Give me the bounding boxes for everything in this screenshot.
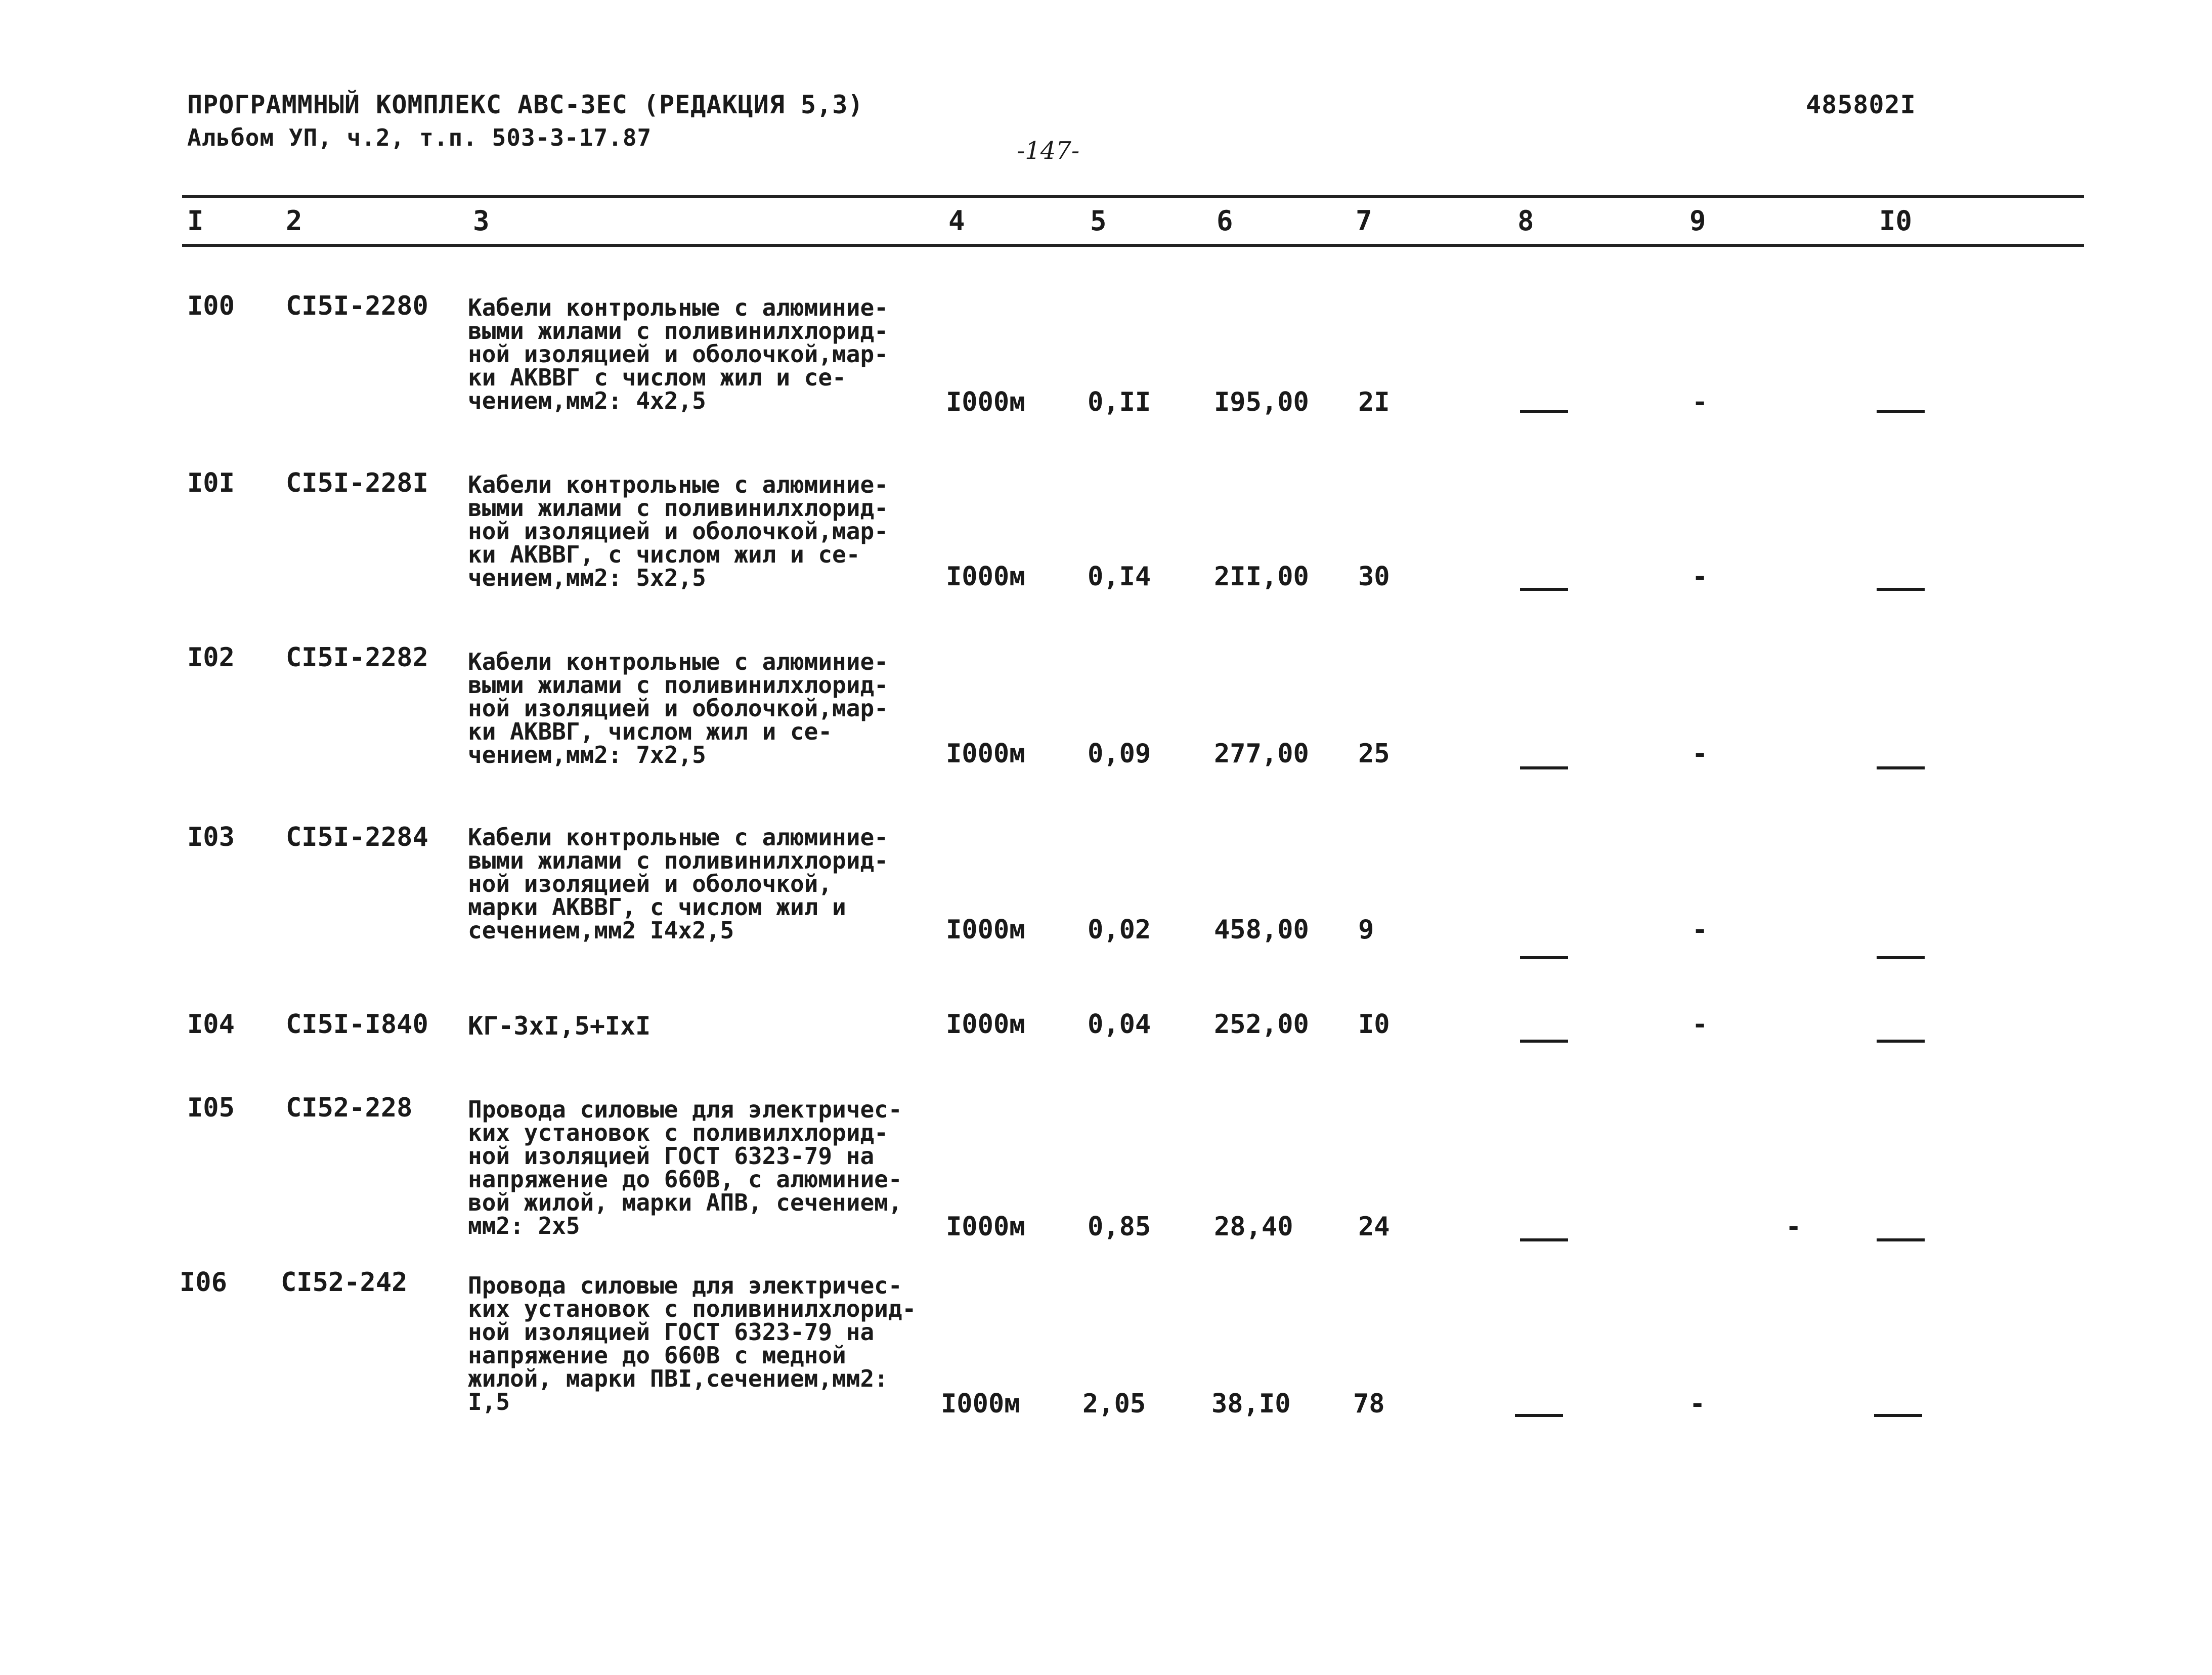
row-col7: 78 xyxy=(1353,1389,1385,1419)
row-price: 458,00 xyxy=(1214,915,1309,945)
row-col10-mark xyxy=(1877,956,1925,959)
row-price: 28,40 xyxy=(1214,1212,1293,1242)
row-col7: 9 xyxy=(1358,915,1374,945)
row-col7: 2I xyxy=(1358,387,1390,417)
row-code: CI52-228 xyxy=(286,1093,413,1123)
row-col7: 24 xyxy=(1358,1212,1390,1242)
row-number: I02 xyxy=(187,642,235,673)
row-col10-mark xyxy=(1874,1414,1922,1417)
column-header-6: 6 xyxy=(1217,205,1233,237)
row-col8-mark xyxy=(1520,956,1568,959)
row-description: Провода силовые для электричес- ких установок с поливинилхлорид- ной изоляцией ГОСТ 6323-79 на напряжение до 660В с медной жилой, марки ПВI,сечением,мм2: I,5 xyxy=(468,1272,917,1415)
row-number: I00 xyxy=(187,291,235,321)
row-quantity: 0,04 xyxy=(1088,1009,1151,1040)
row-col10-mark xyxy=(1877,588,1925,591)
column-header-4: 4 xyxy=(948,205,965,237)
row-price: 38,I0 xyxy=(1211,1389,1291,1419)
row-description: Кабели контрольные с алюминие- выми жилами с поливинилхлорид- ной изоляцией и оболочкой,мар- ки АКВВГ с числом жил и се- чением,мм2: 4х2,5 xyxy=(468,294,888,414)
page-number: -147- xyxy=(1017,137,1080,165)
column-header-5: 5 xyxy=(1090,205,1107,237)
row-description: Кабели контрольные с алюминие- выми жилами с поливинилхлорид- ной изоляцией и оболочкой,мар- ки АКВВГ, с числом жил и се- чением,мм2: 5х2,5 xyxy=(468,471,888,591)
row-col10-mark xyxy=(1877,410,1925,413)
row-code: CI5I-228I xyxy=(286,468,428,498)
row-col10-mark xyxy=(1877,1238,1925,1241)
row-col9: - xyxy=(1689,1389,1706,1419)
row-unit: I000м xyxy=(946,1212,1025,1242)
row-col8-mark xyxy=(1520,766,1568,769)
row-col10-mark xyxy=(1877,1040,1925,1043)
header-bottom-rule xyxy=(182,244,2084,247)
row-quantity: 0,09 xyxy=(1088,739,1151,769)
row-description: Кабели контрольные с алюминие- выми жилами с поливинилхлорид- ной изоляцией и оболочкой, марки АКВВГ, с числом жил и сечением,мм2 I4х2,5 xyxy=(468,824,888,944)
row-col7: I0 xyxy=(1358,1009,1390,1040)
row-col9: - xyxy=(1692,1009,1708,1040)
row-unit: I000м xyxy=(946,1009,1025,1040)
row-col7: 25 xyxy=(1358,739,1390,769)
row-number: I03 xyxy=(187,822,235,852)
row-description: КГ-3хI,5+IхI xyxy=(468,1011,651,1041)
row-code: CI5I-I840 xyxy=(286,1009,428,1040)
row-quantity: 0,II xyxy=(1088,387,1151,417)
row-unit: I000м xyxy=(946,915,1025,945)
row-unit: I000м xyxy=(941,1389,1020,1419)
row-code: CI5I-2284 xyxy=(286,822,428,852)
column-header-8: 8 xyxy=(1517,205,1534,237)
column-header-10: I0 xyxy=(1879,205,1913,237)
row-col9: - xyxy=(1692,387,1708,417)
row-unit: I000м xyxy=(946,562,1025,592)
header-top-rule xyxy=(182,195,2084,198)
row-unit: I000м xyxy=(946,387,1025,417)
row-price: 277,00 xyxy=(1214,739,1309,769)
row-col8-mark xyxy=(1520,1040,1568,1043)
row-unit: I000м xyxy=(946,739,1025,769)
row-price: I95,00 xyxy=(1214,387,1309,417)
column-header-9: 9 xyxy=(1689,205,1706,237)
column-header-1: I xyxy=(187,205,204,237)
row-description: Кабели контрольные с алюминие- выми жилами с поливинилхлорид- ной изоляцией и оболочкой,мар- ки АКВВГ, числом жил и се- чением,мм2: 7х2,5 xyxy=(468,648,888,768)
row-quantity: 0,I4 xyxy=(1088,562,1151,592)
row-code: CI5I-2282 xyxy=(286,642,428,673)
row-col7: 30 xyxy=(1358,562,1390,592)
row-number: I0I xyxy=(187,468,235,498)
row-col8-mark xyxy=(1520,588,1568,591)
row-code: CI52-242 xyxy=(281,1267,408,1298)
row-code: CI5I-2280 xyxy=(286,291,428,321)
column-header-2: 2 xyxy=(286,205,302,237)
row-col9: - xyxy=(1786,1212,1802,1242)
document-number: 485802I xyxy=(1806,90,1916,119)
row-col8-mark xyxy=(1515,1414,1563,1417)
row-col10-mark xyxy=(1877,766,1925,769)
row-col8-mark xyxy=(1520,1238,1568,1241)
row-price: 252,00 xyxy=(1214,1009,1309,1040)
row-quantity: 0,02 xyxy=(1088,915,1151,945)
document-subtitle: Альбом УП, ч.2, т.п. 503-3-17.87 xyxy=(187,124,652,151)
column-header-3: 3 xyxy=(473,205,490,237)
row-col9: - xyxy=(1692,562,1708,592)
column-header-7: 7 xyxy=(1356,205,1372,237)
row-quantity: 2,05 xyxy=(1082,1389,1146,1419)
row-quantity: 0,85 xyxy=(1088,1212,1151,1242)
row-number: I06 xyxy=(180,1267,227,1298)
row-col9: - xyxy=(1692,915,1708,945)
row-col9: - xyxy=(1692,739,1708,769)
row-number: I04 xyxy=(187,1009,235,1040)
row-price: 2II,00 xyxy=(1214,562,1309,592)
row-col8-mark xyxy=(1520,410,1568,413)
document-title: ПРОГРАММНЫЙ КОМПЛЕКС АВС-3ЕС (РЕДАКЦИЯ 5,3) xyxy=(187,90,864,119)
row-description: Провода силовые для электричес- ких установок с поливилхлорид- ной изоляцией ГОСТ 6323-79 на напряжение до 660В, с алюминие- вой жилой, марки АПВ, сечением, мм2: 2х5 xyxy=(468,1096,902,1239)
row-number: I05 xyxy=(187,1093,235,1123)
